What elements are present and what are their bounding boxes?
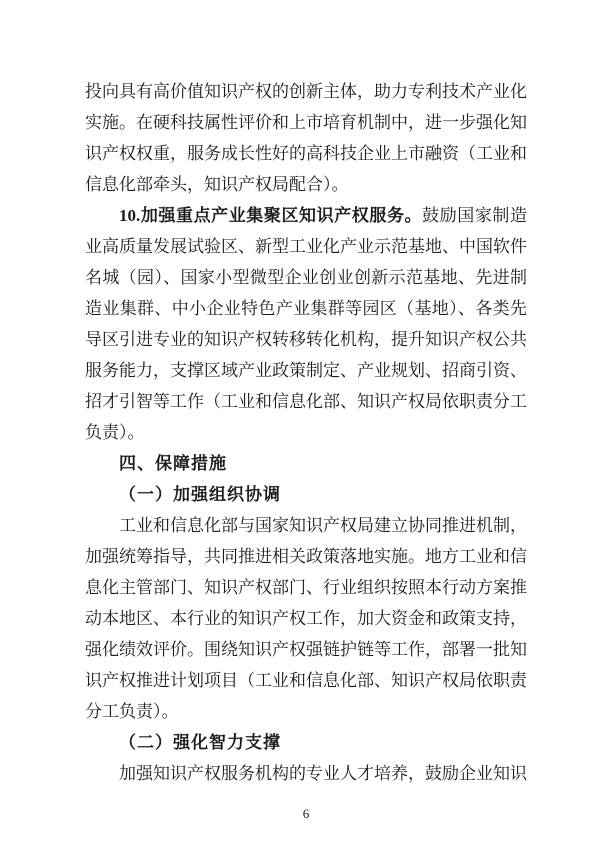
subsection-heading-organization: （一）加强组织协调 (119, 485, 281, 504)
paragraph-item-10-lead: 10.加强重点产业集聚区知识产权服务。 (119, 206, 423, 225)
paragraph-talent-cultivation: 加强知识产权服务机构的专业人才培养，鼓励企业知识 (119, 764, 527, 783)
subsection-heading-intellectual-support: （二）强化智力支撑 (119, 733, 281, 752)
paragraph-item-10 (85, 200, 527, 448)
page-number: 6 (302, 806, 310, 821)
section-heading-safeguards: 四、保障措施 (119, 454, 227, 473)
paragraph-item-10-rest: 鼓励国家制造业高质量发展试验区、新型工业化产业示范基地、中国软件名城（园）、国家小型微型企业创业创新示范基地、先进制造业集群、中小企业特色产业集群等园区（基地）、各类先导区引进专业的知识产权转移转化机构，提升知识产权公共服务能力，支撑区域产业政策制定、产业规划、招商引资、招才引智等工作（工业和信息化部、知识产权局依职责分工负责）。 (85, 206, 528, 442)
paragraph-continuation: 投向具有高价值知识产权的创新主体，助力专利技术产业化实施。在硬科技属性评价和上市培育机制中，进一步强化知识产权权重，服务成长性好的高科技企业上市融资（工业和信息化部牵头，知识产权局配合）。 (85, 82, 527, 194)
document-body (85, 76, 527, 789)
paragraph-organization-coordination: 工业和信息化部与国家知识产权局建立协同推进机制，加强统筹指导，共同推进相关政策落地实施。地方工业和信息化主管部门、知识产权部门、行业组织按照本行动方案推动本地区、本行业的知识产权工作，加大资金和政策支持，强化绩效评价。围绕知识产权强链护链等工作，部署一批知识产权推进计划项目（工业和信息化部、知识产权局依职责分工负责）。 (85, 516, 527, 721)
